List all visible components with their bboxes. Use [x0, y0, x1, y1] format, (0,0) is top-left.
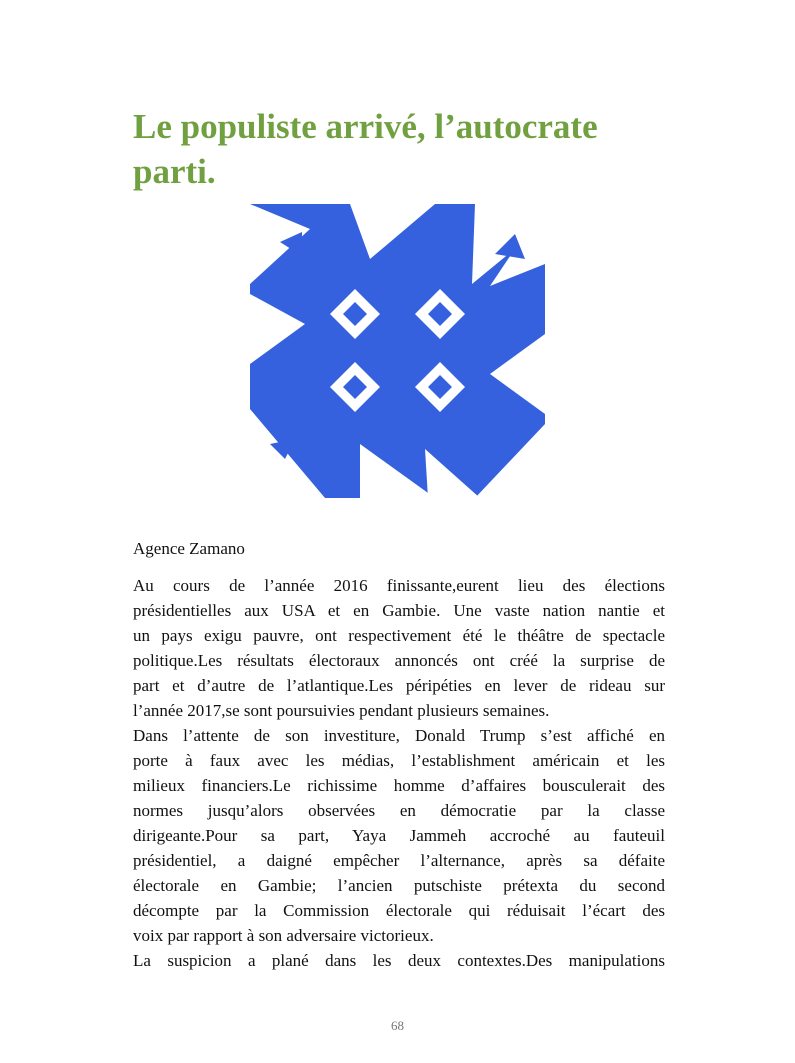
body-line: un pays exigu pauvre, ont respectivement été le théâtre de spectacle — [133, 626, 665, 645]
body-line: électorale en Gambie; l’ancien putschiste prétexta du second — [133, 876, 665, 895]
geometric-avatar-icon — [250, 204, 545, 498]
body-line: décompte par la Commission électorale qui réduisait l’écart des — [133, 901, 665, 920]
body-line: milieux financiers.Le richissime homme d’affaires bousculerait des — [133, 776, 665, 795]
body-line: dirigeante.Pour sa part, Yaya Jammeh accroché au fauteuil — [133, 826, 665, 845]
body-line: normes jusqu’alors observées en démocratie par la classe — [133, 801, 665, 820]
title-line: parti. — [133, 152, 216, 191]
article-author: Agence Zamano — [133, 539, 245, 558]
body-line: voix par rapport à son adversaire victorieux. — [133, 926, 434, 945]
body-line: présidentiel, a daigné empêcher l’alternance, après sa défaite — [133, 851, 665, 870]
body-line: Au cours de l’année 2016 finissante,eurent lieu des élections — [133, 576, 665, 595]
body-line: part et d’autre de l’atlantique.Les péripéties en lever de rideau sur — [133, 676, 665, 695]
article-title — [133, 104, 693, 194]
body-line: présidentielles aux USA et en Gambie. Une vaste nation nantie et — [133, 601, 665, 620]
title-line: Le populiste arrivé, l’autocrate — [133, 107, 598, 146]
body-line: politique.Les résultats électoraux annoncés ont créé la surprise de — [133, 651, 665, 670]
body-line: La suspicion a plané dans les deux contextes.Des manipulations — [133, 951, 665, 970]
body-line: porte à faux avec les médias, l’establishment américain et les — [133, 751, 665, 770]
article-body — [133, 573, 665, 973]
body-line: Dans l’attente de son investiture, Donald Trump s’est affiché en — [133, 726, 665, 745]
body-line: l’année 2017,se sont poursuivies pendant plusieurs semaines. — [133, 701, 550, 720]
page-number: 68 — [391, 1018, 404, 1033]
